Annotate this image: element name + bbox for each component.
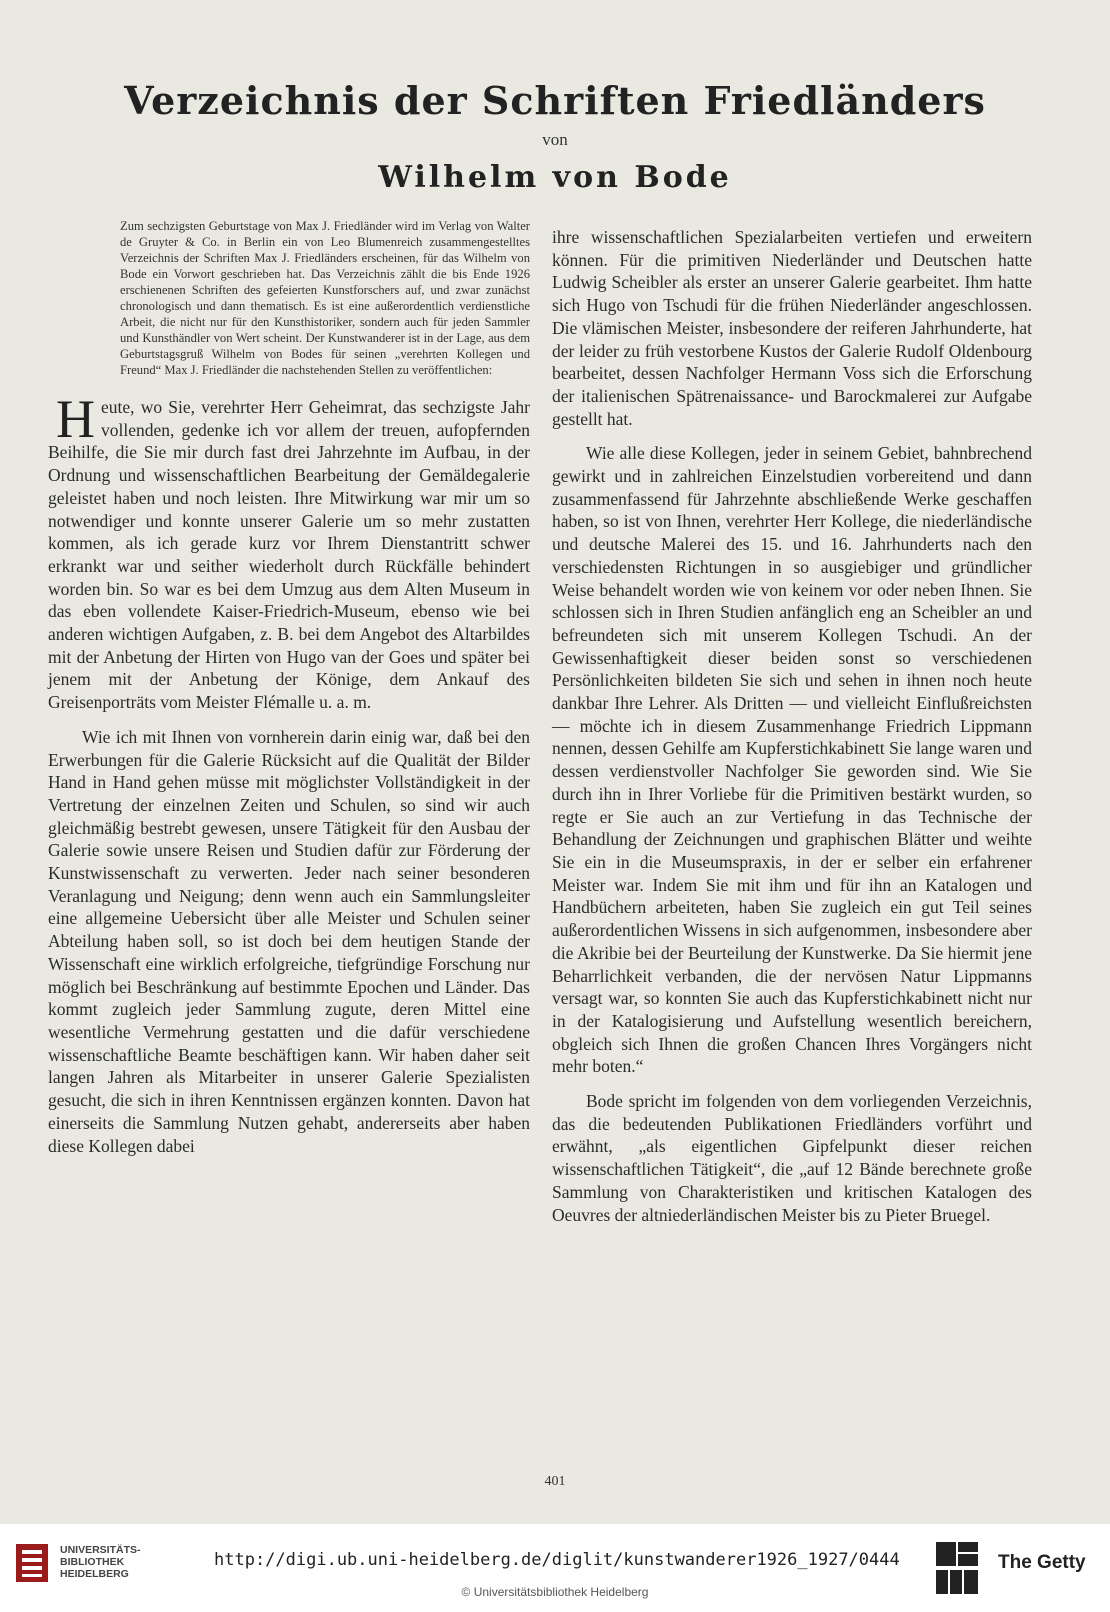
left-column (48, 218, 530, 1157)
drop-cap: H (56, 389, 95, 449)
right-paragraph-1: ihre wissenschaftlichen Spezialarbeiten vertiefen und erweitern können. Für die primitiven Niederländer und Deutschen hatte Ludwig Scheibler als erster an unserer Galerie gearbeitet. Ihm hatte sich Hugo von Tschudi für die frühen Niederländer angeschlossen. Die vlämischen Meister, insbesondere der reiferen Jahrhunderte, hat der leider zu früh vestorbene Kustos der Galerie Rudolf Oldenbourg bearbeitet, dessen Nachfolger Hermann Voss sich die Erforschung der italienischen Spätrenaissance- und Barockmalerei zur Aufgabe gestellt hat. (552, 227, 1032, 429)
footer-bar (0, 1524, 1110, 1612)
left-paragraph-2: Wie ich mit Ihnen von vornherein darin einig war, daß bei den Erwerbungen für die Galerie Rücksicht auf die Qualität der Bilder Hand in Hand gehen müsse mit möglichster Vollständigkeit in der Vertretung der einzelnen Zeiten und Schulen, so sind wir auch gleichmäßig bestrebt gewesen, unsere Tätigkeit für den Ausbau der Galerie sowie unsere Reisen und Studien dafür zur Förderung der Kunstwissenschaft zu verwerten. Jeder nach seiner besonderen Veranlagung und Neigung; denn wenn auch ein Sammlungsleiter eine allgemeine Uebersicht über alle Meister und Schulen seiner Abteilung haben soll, so ist doch bei dem heutigen Stande der Wissenschaft eine wirklich erfolgreiche, tiefgründige Forschung nur möglich bei Beschränkung auf bestimmte Epochen und Länder. Das kommt zugleich jeder Sammlung zugute, deren Mittel eine wesentliche Vermehrung gestatten und die dafür verschiedene wissenschaftliche Beamte beschäftigen kann. Wir haben daher seit langen Jahren als Mitarbeiter in unserer Galerie Spezialisten gesucht, die sich in ihren Kenntnissen ergänzen konnten. Davon hat einerseits die Sammlung Nutzen gehabt, andererseits aber haben diese Kollegen dabei (48, 726, 530, 1156)
byline-von: von (542, 130, 568, 149)
article-title: Verzeichnis der Schriften Friedländers (124, 78, 986, 123)
left-paragraph-1-text: eute, wo Sie, verehrter Herr Geheimrat, das sechzigste Jahr vollenden, gedenke ich vor allem der treuen, aufopfernden Beihilfe, die Sie mir durch fast drei Jahrzehnte im Aufbau, in der Ordnung und wissenschaftlichen Bearbeitung der Gemäldegalerie geleistet haben und noch leisten. Ihre Mitwirkung war mir um so notwendiger und konnte unserer Galerie um so mehr zustatten kommen, als ich gerade kurz vor Ihrem Dienstantritt schwer erkrankt war und seither wiederholt durch Rückfälle behindert worden bin. So war es bei dem Umzug aus dem Alten Museum in das eben vollendete Kaiser-Friedrich-Museum, ebenso wie bei anderen wichtigen Aufgaben, z. B. bei dem Angebot des Altarbildes mit der Anbetung der Hirten von Hugo van der Goes und später bei jenem mit der Anbetung der Könige, dem Ankauf des Greisenporträts vom Meister Flémalle u. a. m. (48, 397, 530, 713)
page-number: 401 (544, 1474, 566, 1489)
source-url-link[interactable]: http://digi.ub.uni-heidelberg.de/diglit/kunstwanderer1926_1927/0444 (214, 1550, 900, 1570)
right-paragraph-2: Wie alle diese Kollegen, jeder in seinem Gebiet, bahnbrechend gewirkt und in zahlreichen Einzelstudien vorbereitend und dann zusammenfassend für Jahrzehnte abschließende Werke geschaffen haben, so ist von Ihnen, verehrter Herr Kollege, die niederländische und deutsche Malerei des 15. und 16. Jahrhunderts nach den verschiedensten Richtungen in so ausgiebiger und gründlicher Weise behandelt worden wie von keinem vor oder neben Ihnen. Sie schlossen sich in Ihren Studien anfänglich eng an Scheibler an und befreundeten sich mit unserem Kollegen Tschudi. An der Gewissenhaftigkeit dieser beiden sonst so verschiedenen Persönlichkeiten bildeten Sie sich und sehen in ihnen noch heute dankbar Ihre Lehrer. Als Dritten — und vielleicht Einflußreichsten — möchte ich in diesem Zusammenhange Friedrich Lippmann nennen, dessen Gehilfe am Kupferstichkabinett Sie lange waren und dessen verdienstvoller Nachfolger Sie geworden sind. Wie Sie durch ihn in Ihrer Vorliebe für die Primitiven bestärkt wurden, so regte er Sie auch an zur Vertiefung in das Technische der Behandlung der Zeichnungen und graphischen Blätter und weihte Sie ein in die Museumspraxis, in der er selber ein erfahrener Meister war. Indem Sie mit ihm und für ihn an Katalogen und Handbüchern arbeiteten, haben Sie zugleich ein gut Teil seines außerordentlichen Wissens in sich aufgenommen, insbesondere aber die Akribie bei der Beurteilung der Kunstwerke. Da Sie hiermit jene Beharrlichkeit verbanden, die der nervösen Natur Lippmanns versagt war, so konnten Sie auch das Kupferstichkabinett nicht nur in der Katalogisierung und Aufstellung wesentlich bereichern, obgleich sich Ihnen die großen Chancen Ihres Vorgängers nicht mehr boten.“ (552, 443, 1032, 1077)
right-paragraph-3: Bode spricht im folgenden von dem vorliegenden Verzeichnis, das die bedeutenden Publikationen Friedländers vorführt und erwähnt, „als eigentlichen Gipfelpunkt dieser reichen wissenschaftlichen Tätigkeit“, die „auf 12 Bände berechnete große Sammlung von Charakteristiken und kritischen Katalogen des Oeuvres der altniederländischen Meister bis zu Pieter Bruegel. (552, 1091, 1032, 1225)
article-author: Wilhelm von Bode (378, 160, 732, 195)
university-library-logo-icon (14, 1542, 50, 1584)
intro-paragraph: Zum sechzigsten Geburtstage von Max J. Friedländer wird im Verlag von Walter de Gruyter & Co. in Berlin ein von Leo Blumenreich zusammengestelltes Verzeichnis der Schriften Max J. Friedländers erscheinen, für das Wilhelm von Bode ein Vorwort geschrieben hat. Das Verzeichnis zählt die bis Ende 1926 erschienenen Schriften des gefeierten Kunstforschers auf, und zwar zunächst chronologisch und dann thematisch. Es ist eine außerordentlich verdienstliche Arbeit, die nicht nur für den Kunsthistoriker, sondern auch für jeden Sammler und Kunsthändler von Wert scheint. Der Kunstwanderer ist in der Lage, aus dem Geburtstagsgruß Wilhelm von Bodes für seinen „verehrten Kollegen und Freund“ Max J. Friedländer die nachstehenden Stellen zu veröffentlichen: (120, 219, 530, 377)
getty-name: The Getty (998, 1552, 1086, 1573)
copyright-notice: © Universitätsbibliothek Heidelberg (461, 1585, 649, 1599)
left-paragraph-1 (48, 389, 530, 714)
university-library-name: UNIVERSITÄTS- BIBLIOTHEK HEIDELBERG (60, 1544, 141, 1580)
getty-logo-icon (934, 1540, 980, 1596)
right-column (552, 226, 1032, 1226)
